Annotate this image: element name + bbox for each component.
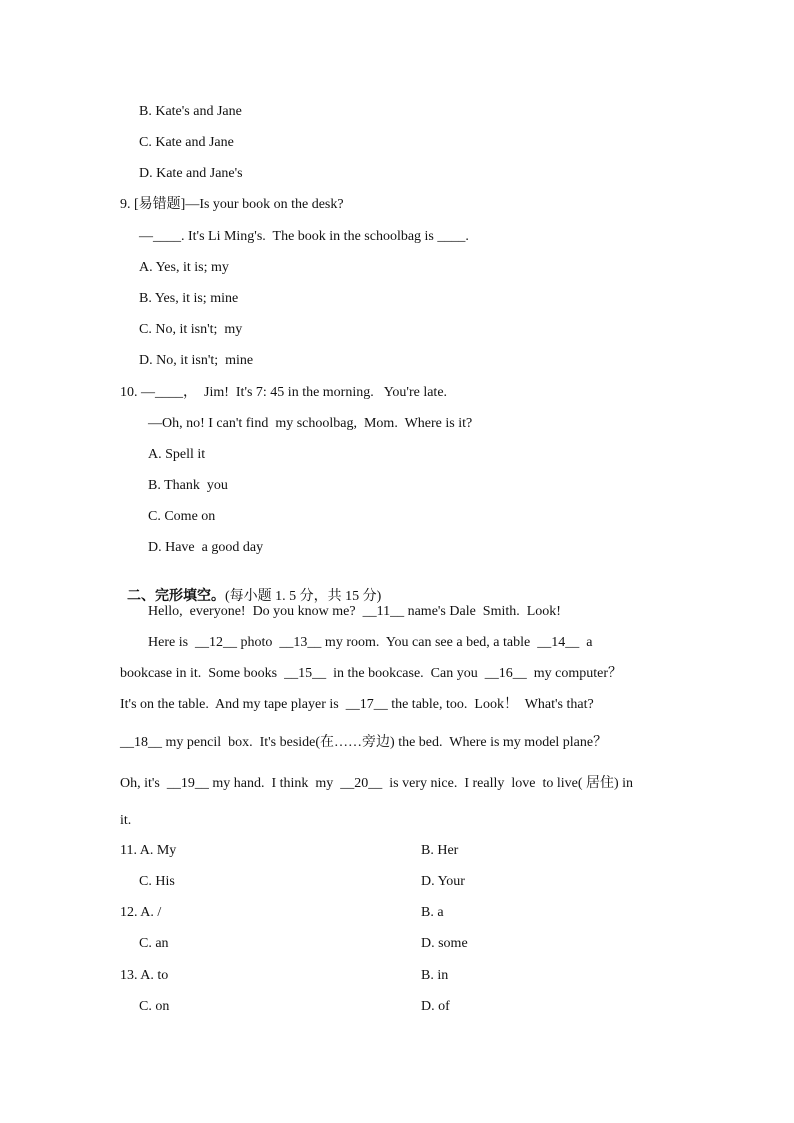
q9-stem: 9. [易错题]—Is your book on the desk? bbox=[120, 197, 344, 212]
q9-option-c: C. No, it isn't; my bbox=[139, 322, 243, 337]
q10-option-a: A. Spell it bbox=[148, 447, 206, 462]
choice-12-c: C. an bbox=[139, 936, 169, 951]
prev-option-d: D. Kate and Jane's bbox=[139, 166, 243, 181]
passage-line: it. bbox=[120, 813, 132, 828]
choice-13-d: D. of bbox=[421, 999, 450, 1014]
choice-12-d: D. some bbox=[421, 936, 468, 951]
choice-11-c: C. His bbox=[139, 874, 175, 889]
q10-stem: 10. —____， Jim! It's 7: 45 in the morning. You're late. bbox=[120, 385, 448, 400]
section2-note: (每小题 1. 5 分，共 15 分) bbox=[225, 589, 382, 604]
passage-line: Here is __12__ photo __13__ my room. You can see a bed, a table __14__ a bbox=[148, 635, 593, 650]
q9-option-d: D. No, it isn't; mine bbox=[139, 353, 254, 368]
passage-line: It's on the table. And my tape player is __17__ the table, too. Look！ What's that? bbox=[120, 697, 594, 712]
choice-11-a: 11. A. My bbox=[120, 843, 177, 858]
prev-option-c: C. Kate and Jane bbox=[139, 135, 234, 150]
q10-option-d: D. Have a good day bbox=[148, 540, 264, 555]
choice-13-b: B. in bbox=[421, 968, 449, 983]
choice-11-b: B. Her bbox=[421, 843, 459, 858]
passage-line: Hello, everyone! Do you know me? __11__ name's Dale Smith. Look! bbox=[148, 604, 561, 619]
q10-option-c: C. Come on bbox=[148, 509, 216, 524]
choice-12-b: B. a bbox=[421, 905, 444, 920]
prev-option-b: B. Kate's and Jane bbox=[139, 104, 242, 119]
section2-title bbox=[120, 570, 381, 606]
q10-reply: —Oh, no! I can't find my schoolbag, Mom. Where is it? bbox=[148, 416, 473, 431]
choice-13-a: 13. A. to bbox=[120, 968, 169, 983]
section2-heading: 二、完形填空。 bbox=[127, 589, 225, 604]
passage-line: __18__ my pencil box. It's beside(在……旁边) the bed. Where is my model plane？ bbox=[120, 735, 608, 750]
passage-line: bookcase in it. Some books __15__ in the bookcase. Can you __16__ my computer？ bbox=[120, 666, 622, 681]
q9-option-b: B. Yes, it is; mine bbox=[139, 291, 239, 306]
choice-12-a: 12. A. / bbox=[120, 905, 162, 920]
choice-11-d: D. Your bbox=[421, 874, 465, 889]
q9-option-a: A. Yes, it is; my bbox=[139, 260, 229, 275]
q10-option-b: B. Thank you bbox=[148, 478, 228, 493]
passage-line: Oh, it's __19__ my hand. I think my __20__ is very nice. I really love to live( 居住) in bbox=[120, 776, 634, 791]
q9-reply: —____. It's Li Ming's. The book in the schoolbag is ____. bbox=[139, 229, 469, 244]
choice-13-c: C. on bbox=[139, 999, 170, 1014]
